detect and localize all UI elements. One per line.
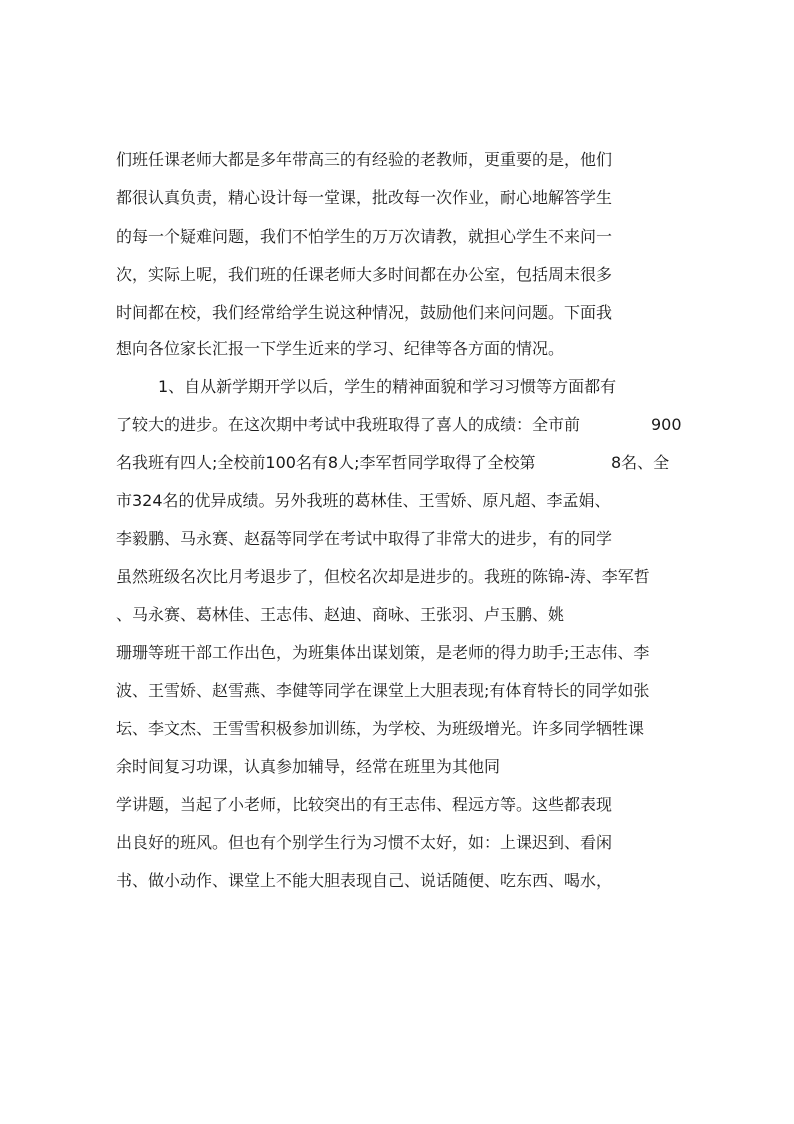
paragraph-line: 李毅鹏、马永赛、赵磊等同学在考试中取得了非常大的进步，有的同学 [116, 529, 613, 548]
paragraph-line: 们班任课老师大都是多年带高三的有经验的老教师，更重要的是，他们 [116, 150, 613, 169]
paragraph-line: 了较大的进步。在这次期中考试中我班取得了喜人的成绩：全市前 [116, 415, 581, 434]
paragraph-line: 市324名的优异成绩。另外我班的葛林佳、王雪娇、原凡超、李孟娟、 [116, 491, 611, 510]
paragraph-line: 坛、李文杰、王雪雪积极参加训练，为学校、为班级增光。许多同学牺牲课 [116, 719, 645, 738]
paragraph-line: 想向各位家长汇报一下学生近来的学习、纪律等各方面的情况。 [116, 339, 565, 358]
paragraph-line: 1、自从新学期开学以后，学生的精神面貌和学习习惯等方面都有 [158, 377, 617, 396]
paragraph-line: 虽然班级名次比月考退步了，但校名次却是进步的。我班的陈锦-涛、李军哲 [116, 567, 650, 586]
paragraph-line: 都很认真负责，精心设计每一堂课，批改每一次作业，耐心地解答学生 [116, 188, 613, 207]
paragraph-line: 珊珊等班干部工作出色，为班集体出谋划策，是老师的得力助手;王志伟、李 [116, 643, 650, 662]
paragraph-line: 出良好的班风。但也有个别学生行为习惯不太好，如：上课迟到、看闲 [116, 833, 613, 852]
paragraph-line: 时间都在校，我们经常给学生说这种情况，鼓励他们来问问题。下面我 [116, 303, 613, 322]
paragraph-line: 的每一个疑难问题，我们不怕学生的万万次请教，就担心学生不来问一 [116, 227, 613, 246]
paragraph-line: 次，实际上呢，我们班的任课老师大多时间都在办公室，包括周末很多 [116, 265, 613, 284]
paragraph-line: 书、做小动作、课堂上不能大胆表现自己、说话随便、吃东西、喝水， [116, 871, 613, 890]
paragraph-line: 、马永赛、葛林佳、王志伟、赵迪、商咏、王张羽、卢玉鹏、姚 [116, 605, 565, 624]
paragraph-line: 余时间复习功课，认真参加辅导，经常在班里为其他同 [116, 757, 501, 776]
paragraph-line-tail: 900 [651, 415, 682, 434]
paragraph-line: 波、王雪娇、赵雪燕、李健等同学在课堂上大胆表现;有体育特长的同学如张 [116, 681, 650, 700]
paragraph-line: 学讲题，当起了小老师，比较突出的有王志伟、程远方等。这些都表现 [116, 795, 613, 814]
paragraph-line: 名我班有四人;全校前100名有8人;李军哲同学取得了全校第 [116, 453, 536, 472]
paragraph-line-tail: 8名、全 [611, 453, 670, 472]
